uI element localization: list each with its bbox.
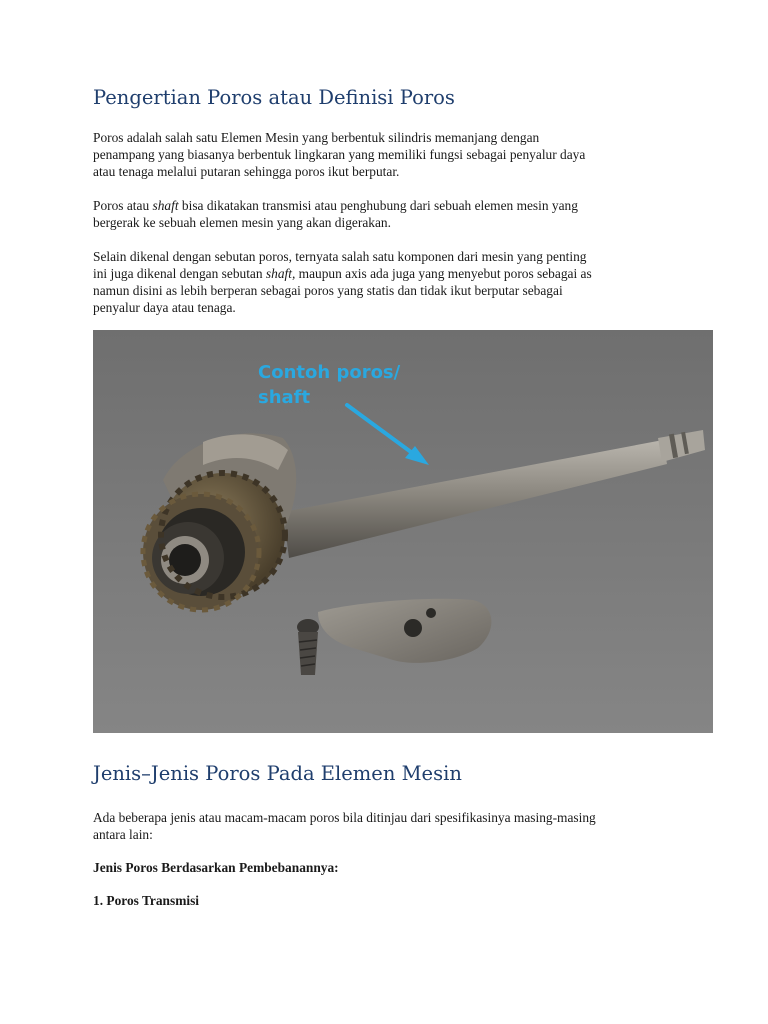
figure-caption-line2: shaft bbox=[258, 387, 311, 408]
text-run: maupun axis ada juga yang menyebut poros sebagai as bbox=[295, 266, 592, 281]
text-run: ini juga dikenal dengan sebutan bbox=[93, 266, 266, 281]
paragraph-line bbox=[93, 197, 693, 214]
paragraph-line: namun disini as lebih berperan sebagai poros yang statis dan tidak ikut berputar sebagai bbox=[93, 283, 563, 298]
figure-caption-line1: Contoh poros/ bbox=[258, 362, 401, 383]
paragraph-axis bbox=[93, 248, 693, 316]
paragraph-line: penampang yang biasanya berbentuk lingkaran yang memiliki fungsi sebagai penyalur daya bbox=[93, 147, 586, 162]
section-heading: Jenis–Jenis Poros Pada Elemen Mesin bbox=[93, 762, 462, 785]
paragraph-line: atau tenaga melalui putaran sehingga poros ikut berputar. bbox=[93, 164, 400, 179]
text-run: bisa dikatakan transmisi atau penghubung dari sebuah elemen mesin yang bbox=[178, 198, 578, 213]
paragraph-line: penyalur daya atau tenaga. bbox=[93, 300, 236, 315]
emphasis-shaft: shaft, bbox=[265, 266, 296, 281]
paragraph-line bbox=[93, 265, 693, 282]
paragraph-shaft bbox=[93, 197, 693, 231]
page-title: Pengertian Poros atau Definisi Poros bbox=[93, 86, 455, 109]
subsection-label: Jenis Poros Berdasarkan Pembebanannya: bbox=[93, 860, 339, 875]
paragraph-definition bbox=[93, 129, 693, 180]
list-item-poros-transmisi: 1. Poros Transmisi bbox=[93, 893, 200, 908]
paragraph-line: Poros adalah salah satu Elemen Mesin yang berbentuk silindris memanjang dengan bbox=[93, 130, 540, 145]
paragraph-line: Ada beberapa jenis atau macam-macam poros bila ditinjau dari spesifikasinya masing-masing bbox=[93, 810, 596, 825]
paragraph-line: bergerak ke sebuah elemen mesin yang akan digerakan. bbox=[93, 215, 391, 230]
shaft-illustration bbox=[93, 330, 713, 733]
paragraph-line: Selain dikenal dengan sebutan poros, ternyata salah satu komponen dari mesin yang penting bbox=[93, 249, 587, 264]
emphasis-shaft: shaft bbox=[152, 198, 179, 213]
paragraph-line: antara lain: bbox=[93, 827, 153, 842]
text-run: Poros atau bbox=[93, 198, 153, 213]
shaft-photo bbox=[93, 330, 713, 733]
paragraph-types-intro bbox=[93, 809, 693, 843]
